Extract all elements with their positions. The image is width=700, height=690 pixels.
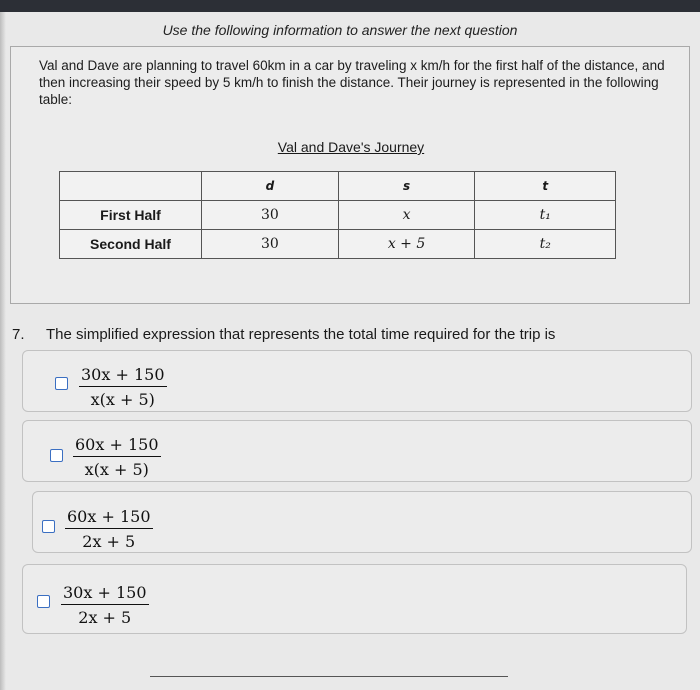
answer-option-4[interactable] bbox=[22, 564, 687, 634]
header-cell-s: s bbox=[338, 172, 475, 201]
option-fraction bbox=[73, 435, 161, 479]
left-shadow bbox=[0, 12, 6, 690]
fraction-numerator: 60x + 150 bbox=[73, 435, 161, 457]
fraction-denominator: x(x + 5) bbox=[84, 460, 149, 479]
row-label: First Half bbox=[60, 201, 202, 230]
header-cell-d: d bbox=[202, 172, 339, 201]
option-fraction bbox=[61, 583, 149, 627]
fraction-numerator: 60x + 150 bbox=[65, 507, 153, 529]
checkbox-icon[interactable] bbox=[50, 449, 63, 462]
passage-text: Val and Dave are planning to travel 60km in a car by traveling x km/h for the first half of the distance, and then increasing their speed by 5 km/h to finish the distance. Their journey is represented in the following table: bbox=[39, 58, 665, 107]
checkbox-icon[interactable] bbox=[37, 595, 50, 608]
checkbox-icon[interactable] bbox=[42, 520, 55, 533]
table-header-row bbox=[60, 172, 616, 201]
instruction-text: Use the following information to answer the next question bbox=[162, 22, 518, 38]
fraction-numerator: 30x + 150 bbox=[61, 583, 149, 605]
header-cell-t: t bbox=[475, 172, 616, 201]
question-text: The simplified expression that represents the total time required for the trip is bbox=[46, 326, 556, 343]
header-cell-empty bbox=[60, 172, 202, 201]
option-fraction bbox=[65, 507, 153, 551]
cell-speed: x + 5 bbox=[338, 230, 475, 259]
cell-time: t₂ bbox=[475, 230, 616, 259]
passage-box bbox=[10, 46, 690, 304]
checkbox-icon[interactable] bbox=[55, 377, 68, 390]
answer-option-1[interactable] bbox=[22, 350, 692, 412]
journey-table bbox=[59, 171, 616, 259]
bottom-divider bbox=[150, 676, 508, 677]
cell-time: t₁ bbox=[475, 201, 616, 230]
top-bar bbox=[0, 0, 700, 12]
table-row bbox=[60, 230, 616, 259]
answer-option-2[interactable] bbox=[22, 420, 692, 482]
table-row bbox=[60, 201, 616, 230]
option-fraction bbox=[79, 365, 167, 409]
row-label: Second Half bbox=[60, 230, 202, 259]
cell-speed: x bbox=[338, 201, 475, 230]
fraction-numerator: 30x + 150 bbox=[79, 365, 167, 387]
fraction-denominator: x(x + 5) bbox=[90, 390, 155, 409]
fraction-denominator: 2x + 5 bbox=[78, 608, 132, 627]
cell-distance: 30 bbox=[202, 201, 339, 230]
cell-distance: 30 bbox=[202, 230, 339, 259]
table-title: Val and Dave's Journey bbox=[277, 139, 425, 155]
answer-option-3[interactable] bbox=[32, 491, 692, 553]
fraction-denominator: 2x + 5 bbox=[82, 532, 136, 551]
question-number: 7. bbox=[12, 326, 25, 343]
